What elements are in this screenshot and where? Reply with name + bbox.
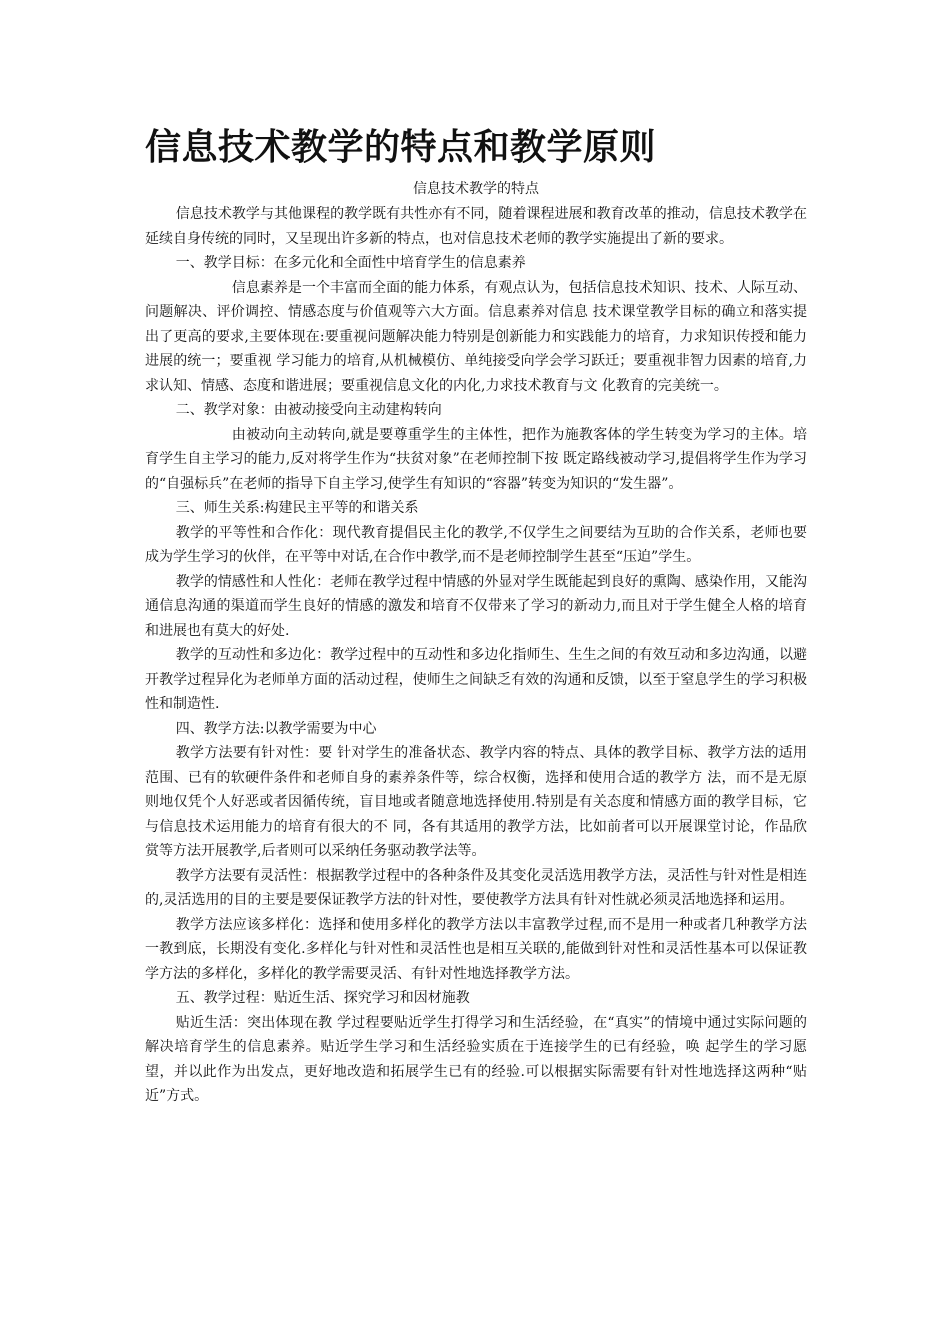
section-4-paragraph-3: 教学方法应该多样化：选择和使用多样化的教学方法以丰富教学过程,而不是用一种或者几种教学方法一教到底，长期没有变化.多样化与针对性和灵活性也是相互关联的,能做到针对性和灵活性基本可以保证教学方法的多样化，多样化的教学需要灵活、有针对性地选择教学方法。 xyxy=(145,916,807,982)
section-4-paragraph-1: 教学方法要有针对性：要 针对学生的准备状态、教学内容的特点、具体的教学目标、教学方法的适用范围、已有的软硬件条件和老师自身的素养条件等，综合权衡，选择和使用合适的教学方 法，而不是无原则地仅凭个人好恶或者因循传统，盲目地或者随意地选择使用.特别是有关态度和情感方面的教学目标，它与信息技术运用能力的培育有很大的不 同，各有其适用的教学方法，比如前者可以开展课堂讨论，作品欣赏等方法开展教学,后者则可以采纳任务驱动教学法等。 xyxy=(145,745,807,859)
section-2-paragraph-1: 由被动向主动转向,就是要尊重学生的主体性，把作为施教客体的学生转变为学习的主体。培育学生自主学习的能力,反对将学生作为“扶贫对象”在老师控制下按 既定路线被动学习,提倡将学生作为学习的“自强标兵”在老师的指导下自主学习,使学生有知识的“容器”转变为知识的“发生器”。 xyxy=(145,426,807,492)
document-page xyxy=(145,118,807,1109)
section-4-heading: 四、教学方法:以教学需要为中心 xyxy=(175,720,377,737)
section-3-heading: 三、师生关系:构建民主平等的和谐关系 xyxy=(175,500,419,516)
document-subtitle: 信息技术教学的特点 xyxy=(413,181,539,197)
section-4-paragraph-2: 教学方法要有灵活性：根据教学过程中的各种条件及其变化灵活选用教学方法，灵活性与针对性是相连的,灵活选用的目的主要是要保证教学方法的针对性，要使教学方法具有针对性就必须灵活地选择和运用。 xyxy=(145,867,807,908)
section-5-heading: 五、教学过程：贴近生活、探究学习和因材施教 xyxy=(175,990,470,1006)
section-2-heading: 二、教学对象：由被动接受向主动建构转向 xyxy=(175,402,442,418)
section-5-paragraph-1: 贴近生活：突出体现在教 学过程要贴近学生打得学习和生活经验，在“真实”的情境中通过实际问题的解决培育学生的信息素养。贴近学生学习和生活经验实质在于连接学生的已有经验，唤 起学生的学习愿望，并以此作为出发点，更好地改造和拓展学生已有的经验.可以根据实际需要有针对性地选择这两种“贴近”方式。 xyxy=(145,1014,807,1104)
section-3-paragraph-2: 教学的情感性和人性化：老师在教学过程中情感的外显对学生既能起到良好的熏陶、感染作用，又能沟通信息沟通的渠道而学生良好的情感的激发和培育不仅带来了学习的新动力,而且对于学生健全人格的培育和进展也有莫大的好处. xyxy=(145,573,807,639)
section-3-paragraph-3: 教学的互动性和多边化：教学过程中的互动性和多边化指师生、生生之间的有效互动和多边沟通，以避开教学过程异化为老师单方面的活动过程，使师生之间缺乏有效的沟通和反馈，以至于窒息学生的学习积极性和制造性. xyxy=(145,647,807,712)
section-1-heading: 一、教学目标：在多元化和全面性中培育学生的信息素养 xyxy=(175,255,526,271)
section-3-paragraph-1: 教学的平等性和合作化：现代教育提倡民主化的教学,不仅学生之间要结为互助的合作关系，老师也要成为学生学习的伙伴，在平等中对话,在合作中教学,而不是老师控制学生甚至“压迫”学生。 xyxy=(145,524,807,565)
document-title: 信息技术教学的特点和教学原则 xyxy=(145,127,657,168)
intro-paragraph: 信息技术教学与其他课程的教学既有共性亦有不同，随着课程进展和教育改革的推动，信息技术教学在延续自身传统的同时，又呈现出许多新的特点，也对信息技术老师的教学实施提出了新的要求。 xyxy=(145,206,807,247)
section-1-paragraph-1: 信息素养是一个丰富而全面的能力体系，有观点认为，包括信息技术知识、技术、人际互动、问题解决、评价调控、情感态度与价值观等六大方面。信息素养对信息 技术课堂教学目标的确立和落实提出了更高的要求,主要体现在:要重视问题解决能力特别是创新能力和实践能力的培育，力求知识传授和能力进展的统一；要重视 学习能力的培育,从机械模仿、单纯接受向学会学习跃迁；要重视非智力因素的培育,力求认知、情感、态度和谐进展；要重视信息文化的内化,力求技术教育与文 化教育的完美统一。 xyxy=(145,279,807,394)
